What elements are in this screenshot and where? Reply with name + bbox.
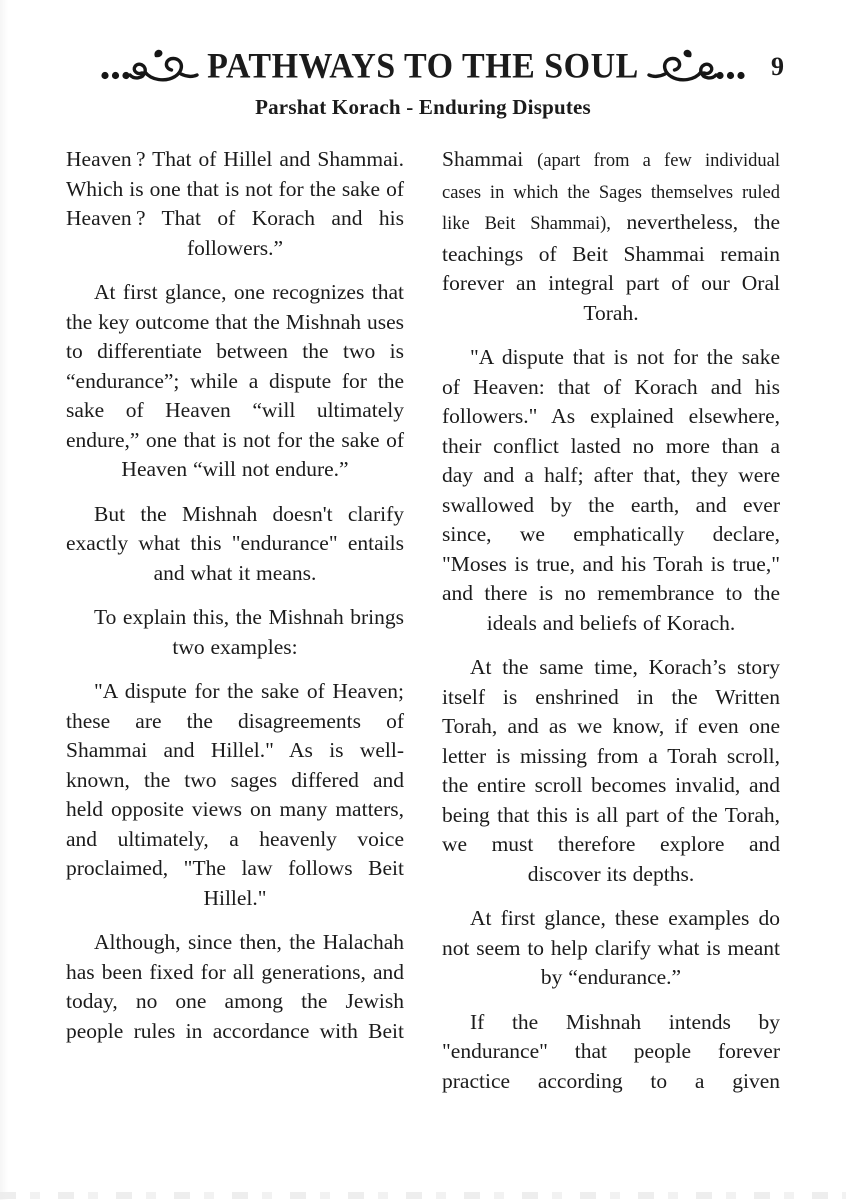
paragraph-text: If the Mishnah intends by "endurance" that people forever practice according to a given <box>442 1009 780 1093</box>
paragraph-text: Although, since then, the Halachah has been fixed for all generations, and today, no one among the Jewish people rules in accordance with Beit <box>66 930 404 1043</box>
paragraph-text: To explain this, the Mishnah brings two examples: <box>94 605 404 659</box>
paragraph <box>442 145 780 328</box>
paragraph-text: At the same time, Korach’s story itself is enshrined in the Written Torah, and as we know, if even one letter is missing from a Torah scroll, the entire scroll becomes invalid, and being that this is all part of the Torah, we must therefore explore and discover its depths. <box>442 655 780 886</box>
paragraph-text-small: (apart from a few individual cases in which the Sages themselves ruled like Beit Shammai), <box>442 151 781 234</box>
page-title: PATHWAYS TO THE SOUL <box>207 47 639 86</box>
scan-noise-artifact <box>0 1192 846 1199</box>
paragraph <box>442 343 780 638</box>
paragraph <box>66 500 404 589</box>
paragraph-text: nevertheless, the teachings of Beit Shammai remain forever an integral part of our Oral Torah. <box>442 210 780 325</box>
paragraph-text: At first glance, one recognizes that the key outcome that the Mishnah uses to differentiate between the two is “endurance”; while a dispute for the sake of Heaven “will ultimately endure,” one that is not for the sake of Heaven “will not endure.” <box>66 280 404 481</box>
page-number: 9 <box>771 52 784 81</box>
paragraph <box>66 603 404 662</box>
paragraph <box>66 145 404 263</box>
flourish-icon <box>99 46 199 88</box>
paragraph <box>66 677 404 913</box>
right-column <box>442 145 780 1096</box>
paragraph <box>442 1008 780 1097</box>
paragraph-text: "A dispute for the sake of Heaven; these are the disagreements of Shammai and Hillel." As is well-known, the two sages differed and held opposite views on many matters, and ultimately, a heavenly voice proclaimed, "The law follows Beit Hillel." <box>66 679 404 910</box>
paragraph <box>66 278 404 485</box>
two-column-text <box>0 145 846 1096</box>
paragraph-text: At first glance, these examples do not seem to help clarify what is meant by “endurance.” <box>442 906 780 989</box>
paragraph-text: Heaven ? That of Hillel and Shammai. Which is one that is not for the sake of Heaven ? That of Korach and his followers.” <box>66 147 404 260</box>
paragraph <box>442 653 780 889</box>
paragraph <box>66 928 404 1046</box>
paragraph-text: Shammai <box>442 147 538 171</box>
title-row <box>0 46 846 88</box>
paragraph <box>442 904 780 993</box>
paragraph-text: But the Mishnah doesn't clarify exactly what this "endurance" entails and what it means. <box>66 501 404 585</box>
page-subtitle: Parshat Korach - Enduring Disputes <box>255 95 591 119</box>
flourish-icon <box>647 46 747 88</box>
scan-edge-shadow <box>0 0 8 1200</box>
paragraph-text: "A dispute that is not for the sake of Heaven: that of Korach and his followers." As explained elsewhere, their conflict lasted no more than a day and a half; after that, they were swallowed by the earth, and ever since, we emphatically declare, "Moses is true, and his Torah is true," and there is no remembrance to the ideals and beliefs of Korach. <box>442 345 780 635</box>
page-header <box>0 0 846 120</box>
left-column <box>66 145 404 1096</box>
